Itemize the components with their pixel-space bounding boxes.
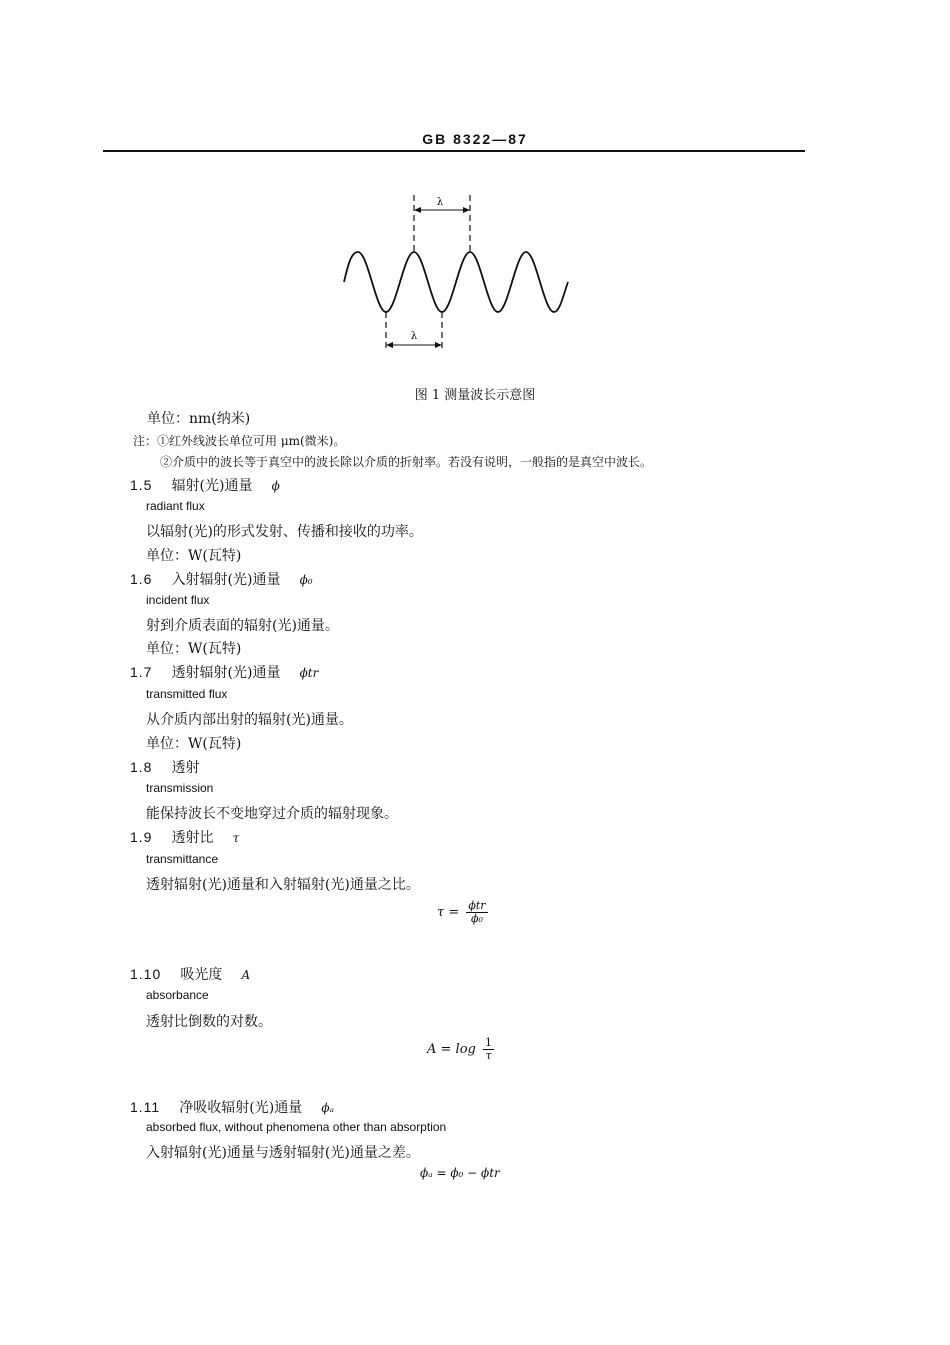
section-1-5-unit: 单位：W(瓦特) <box>146 548 242 564</box>
figure-caption: 图 1 测量波长示意图 <box>414 388 536 403</box>
section-1-8-definition: 能保持波长不变地穿过介质的辐射现象。 <box>146 806 398 822</box>
wavelength-diagram <box>330 185 580 360</box>
lambda-bottom-label: λ <box>410 331 418 342</box>
section-1-6-heading: 1.6 入射辐射(光)通量 ϕ₀ <box>130 571 313 588</box>
section-1-11-heading: 1.11 净吸收辐射(光)通量 ϕₐ <box>130 1099 335 1116</box>
section-1-10-english: absorbance <box>146 988 209 1002</box>
note-2: ②介质中的波长等于真空中的波长除以介质的折射率。若没有说明，一般指的是真空中波长。 <box>160 455 653 469</box>
section-1-7-definition: 从介质内部出射的辐射(光)通量。 <box>146 712 353 728</box>
absorbance-fraction: $\frac{1}{\tau}$ <box>485 1036 492 1063</box>
section-1-9-definition: 透射辐射(光)通量和入射辐射(光)通量之比。 <box>146 877 420 893</box>
section-1-9-heading: 1.9 透射比 τ <box>130 829 240 846</box>
section-1-7-english: transmitted flux <box>146 687 228 701</box>
lambda-top-label: λ <box>436 197 444 208</box>
section-1-5-english: radiant flux <box>146 499 205 513</box>
section-1-9-english: transmittance <box>146 852 219 866</box>
section-1-6-english: incident flux <box>146 593 210 607</box>
unit-nm: 单位：nm(纳米) <box>147 411 251 427</box>
absorbance-formula: A = log $\frac{1}{\tau}$ <box>427 1036 492 1063</box>
transmittance-fraction: $\frac{\text{ϕtr}}{\text{ϕ₀}}$ <box>468 899 486 926</box>
header-rule <box>103 150 805 152</box>
section-1-8-heading: 1.8 透射 <box>130 759 200 776</box>
sine-wave <box>344 252 568 312</box>
section-1-6-definition: 射到介质表面的辐射(光)通量。 <box>146 618 339 634</box>
section-1-10-definition: 透射比倒数的对数。 <box>146 1014 272 1030</box>
transmittance-formula: τ = $\frac{\text{ϕtr}}{\text{ϕ₀}}$ <box>437 899 486 926</box>
section-1-11-definition: 入射辐射(光)通量与透射辐射(光)通量之差。 <box>146 1145 420 1161</box>
absorbed-flux-formula: ϕₐ = ϕ₀ − ϕtr <box>420 1166 500 1180</box>
page-header: GB 8322—87 <box>422 131 528 147</box>
section-1-7-unit: 单位：W(瓦特) <box>146 736 242 752</box>
section-1-8-english: transmission <box>146 781 214 795</box>
section-1-7-heading: 1.7 透射辐射(光)通量 ϕtr <box>130 664 319 681</box>
note-1: 注：①红外线波长单位可用 μm(微米)。 <box>133 434 346 448</box>
section-1-10-heading: 1.10 吸光度 A <box>130 966 251 983</box>
section-1-5-definition: 以辐射(光)的形式发射、传播和接收的功率。 <box>146 524 423 540</box>
section-1-5-heading: 1.5 辐射(光)通量 ϕ <box>130 477 280 494</box>
section-1-11-english: absorbed flux, without phenomena other than absorption <box>146 1120 447 1134</box>
section-1-6-unit: 单位：W(瓦特) <box>146 641 242 657</box>
